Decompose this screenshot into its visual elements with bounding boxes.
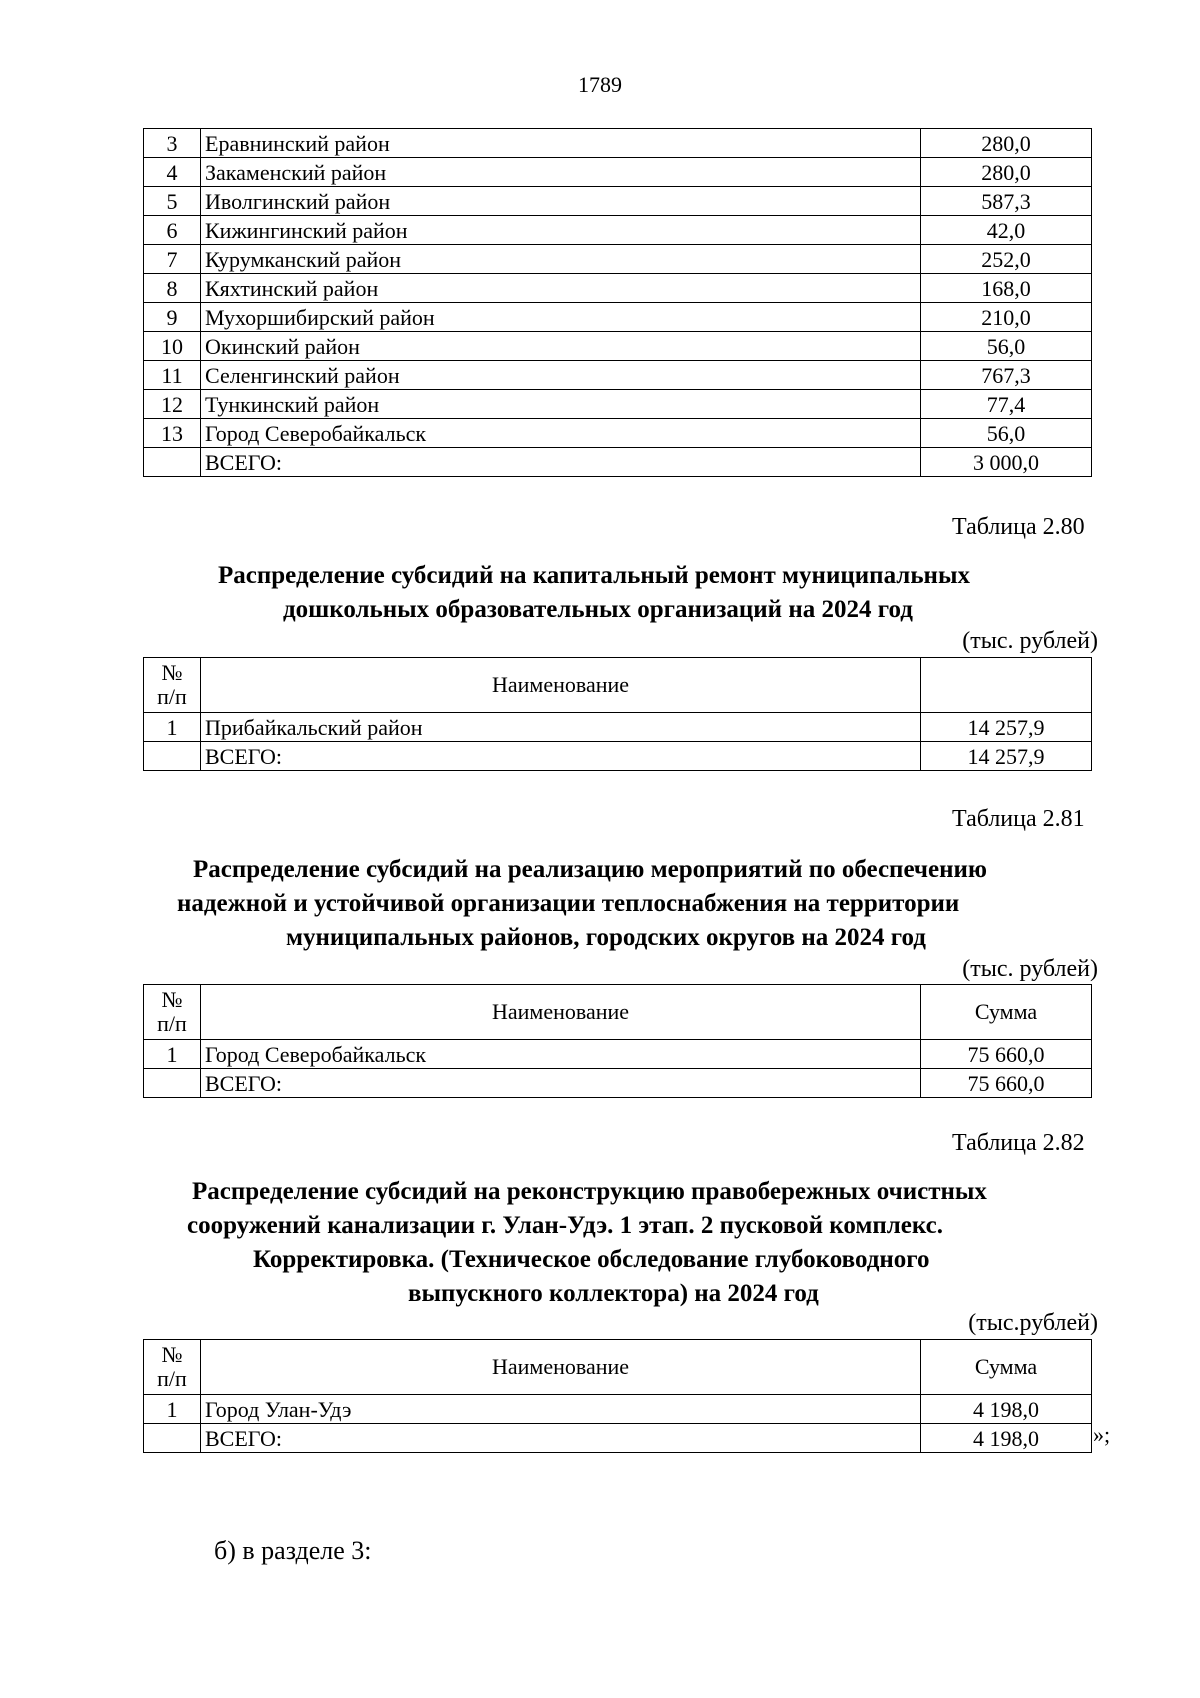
table-label-2-82: Таблица 2.82 bbox=[952, 1130, 1085, 1156]
table-total-row: ВСЕГО: 14 257,9 bbox=[144, 742, 1092, 771]
subsection-text: б) в разделе 3: bbox=[214, 1536, 372, 1565]
title-line: надежной и устойчивой организации теплоснабжения на территории bbox=[177, 890, 960, 917]
unit-label: (тыс. рублей) bbox=[962, 956, 1098, 982]
table-total-row: ВСЕГО: 75 660,0 bbox=[144, 1069, 1092, 1098]
column-header-name: Наименование bbox=[201, 1340, 921, 1395]
table-row: 1 Прибайкальский район 14 257,9 bbox=[144, 713, 1092, 742]
table-row: 7 Курумканский район 252,0 bbox=[144, 245, 1092, 274]
table-row: 9 Мухоршибирский район 210,0 bbox=[144, 303, 1092, 332]
title-line: Корректировка. (Техническое обследование глубоководного bbox=[253, 1246, 930, 1273]
table-2-82 bbox=[143, 1339, 1092, 1453]
table-label-2-80: Таблица 2.80 bbox=[952, 514, 1085, 540]
unit-label: (тыс.рублей) bbox=[968, 1310, 1098, 1336]
column-header-name: Наименование bbox=[201, 985, 921, 1040]
table-row: 5 Иволгинский район 587,3 bbox=[144, 187, 1092, 216]
column-header-sum: Сумма bbox=[921, 1340, 1092, 1395]
table-row: 4 Закаменский район 280,0 bbox=[144, 158, 1092, 187]
table-row: 10 Окинский район 56,0 bbox=[144, 332, 1092, 361]
table-row: 8 Кяхтинский район 168,0 bbox=[144, 274, 1092, 303]
unit-label: (тыс. рублей) bbox=[962, 628, 1098, 654]
table-row: 1 Город Северобайкальск 75 660,0 bbox=[144, 1040, 1092, 1069]
table-row: 13 Город Северобайкальск 56,0 bbox=[144, 419, 1092, 448]
column-header-num: № п/п bbox=[144, 985, 201, 1040]
title-line: выпускного коллектора) на 2024 год bbox=[408, 1280, 819, 1307]
title-line: Распределение субсидий на реализацию мероприятий по обеспечению bbox=[193, 856, 988, 883]
column-header-sum: Сумма bbox=[921, 985, 1092, 1040]
table-row: 11 Селенгинский район 767,3 bbox=[144, 361, 1092, 390]
table-row: 12 Тункинский район 77,4 bbox=[144, 390, 1092, 419]
table-total-row: ВСЕГО: 3 000,0 bbox=[144, 448, 1092, 477]
column-header-num: № п/п bbox=[144, 1340, 201, 1395]
table-total-row: ВСЕГО: 4 198,0 bbox=[144, 1424, 1092, 1453]
table-2-81 bbox=[143, 984, 1092, 1098]
title-line: Распределение субсидий на реконструкцию правобережных очистных bbox=[192, 1178, 987, 1205]
page-number: 1789 bbox=[578, 72, 622, 97]
table-2-80 bbox=[143, 657, 1092, 771]
table-row: 3 Еравнинский район 280,0 bbox=[144, 129, 1092, 158]
table-top-continuation bbox=[143, 128, 1092, 477]
title-line: дошкольных образовательных организаций на 2024 год bbox=[283, 596, 913, 623]
table-header-row bbox=[144, 658, 1092, 713]
column-header-name: Наименование bbox=[201, 658, 921, 713]
table-row: 6 Кижингинский район 42,0 bbox=[144, 216, 1092, 245]
table-row: 1 Город Улан-Удэ 4 198,0 bbox=[144, 1395, 1092, 1424]
title-line: сооружений канализации г. Улан-Удэ. 1 этап. 2 пусковой комплекс. bbox=[187, 1212, 944, 1239]
title-line: Распределение субсидий на капитальный ремонт муниципальных bbox=[218, 562, 970, 589]
column-header-sum bbox=[921, 658, 1092, 713]
closing-quote-mark: »; bbox=[1093, 1422, 1111, 1447]
title-line: муниципальных районов, городских округов на 2024 год bbox=[286, 924, 926, 951]
table-header-row bbox=[144, 985, 1092, 1040]
column-header-num: № п/п bbox=[144, 658, 201, 713]
table-label-2-81: Таблица 2.81 bbox=[952, 806, 1085, 832]
table-header-row bbox=[144, 1340, 1092, 1395]
